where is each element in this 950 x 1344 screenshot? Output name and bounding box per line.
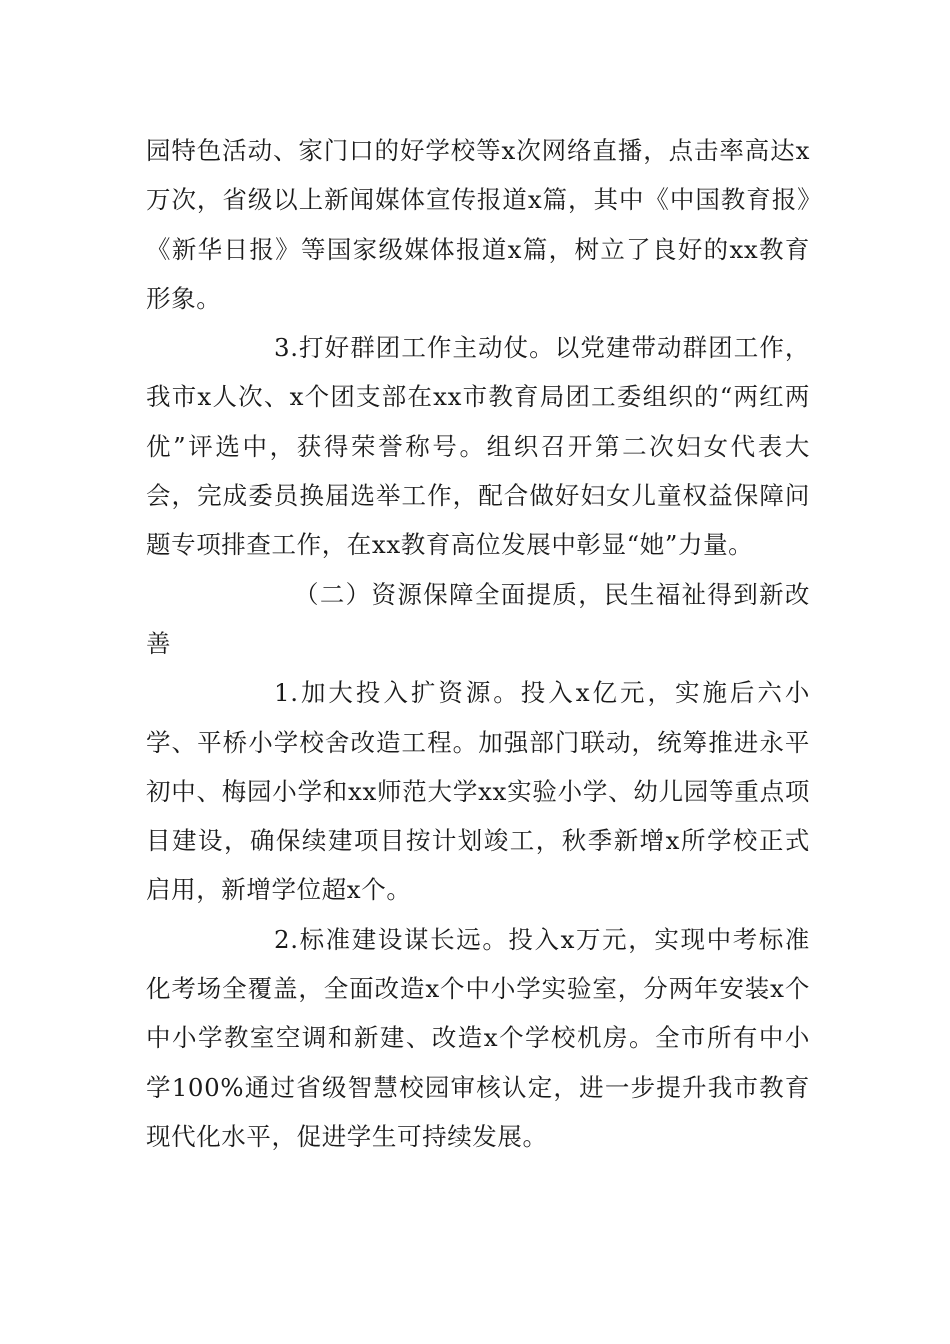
paragraph-standard-construction: 2.标准建设谋长远。投入x万元，实现中考标准化考场全覆盖，全面改造x个中小学实验室，分两年安装x个中小学教室空调和新建、改造x个学校机房。全市所有中小学100%通过省级智慧校园审核认定，进一步提升我市教育现代化水平，促进学生可持续发展。 [146, 924, 810, 1151]
section-heading-resource-guarantee: （二）资源保障全面提质，民生福祉得到新改善 [146, 579, 810, 658]
paragraph-increase-investment: 1.加大投入扩资源。投入x亿元，实施后六小学、平桥小学校舍改造工程。加强部门联动，统筹推进永平初中、梅园小学和xx师范大学xx实验小学、幼儿园等重点项目建设，确保续建项目按计划竣工，秋季新增x所学校正式启用，新增学位超x个。 [146, 678, 810, 905]
document-body [146, 126, 810, 1161]
paragraph-publicity-continuation: 园特色活动、家门口的好学校等x次网络直播，点击率高达x万次，省级以上新闻媒体宣传报道x篇，其中《中国教育报》《新华日报》等国家级媒体报道x篇，树立了良好的xx教育形象。 [146, 136, 810, 313]
paragraph-mass-organization-work: 3.打好群团工作主动仗。以党建带动群团工作，我市x人次、x个团支部在xx市教育局团工委组织的“两红两优”评选中，获得荣誉称号。组织召开第二次妇女代表大会，完成委员换届选举工作，配合做好妇女儿童权益保障问题专项排查工作，在xx教育高位发展中彰显“她”力量。 [146, 333, 810, 560]
